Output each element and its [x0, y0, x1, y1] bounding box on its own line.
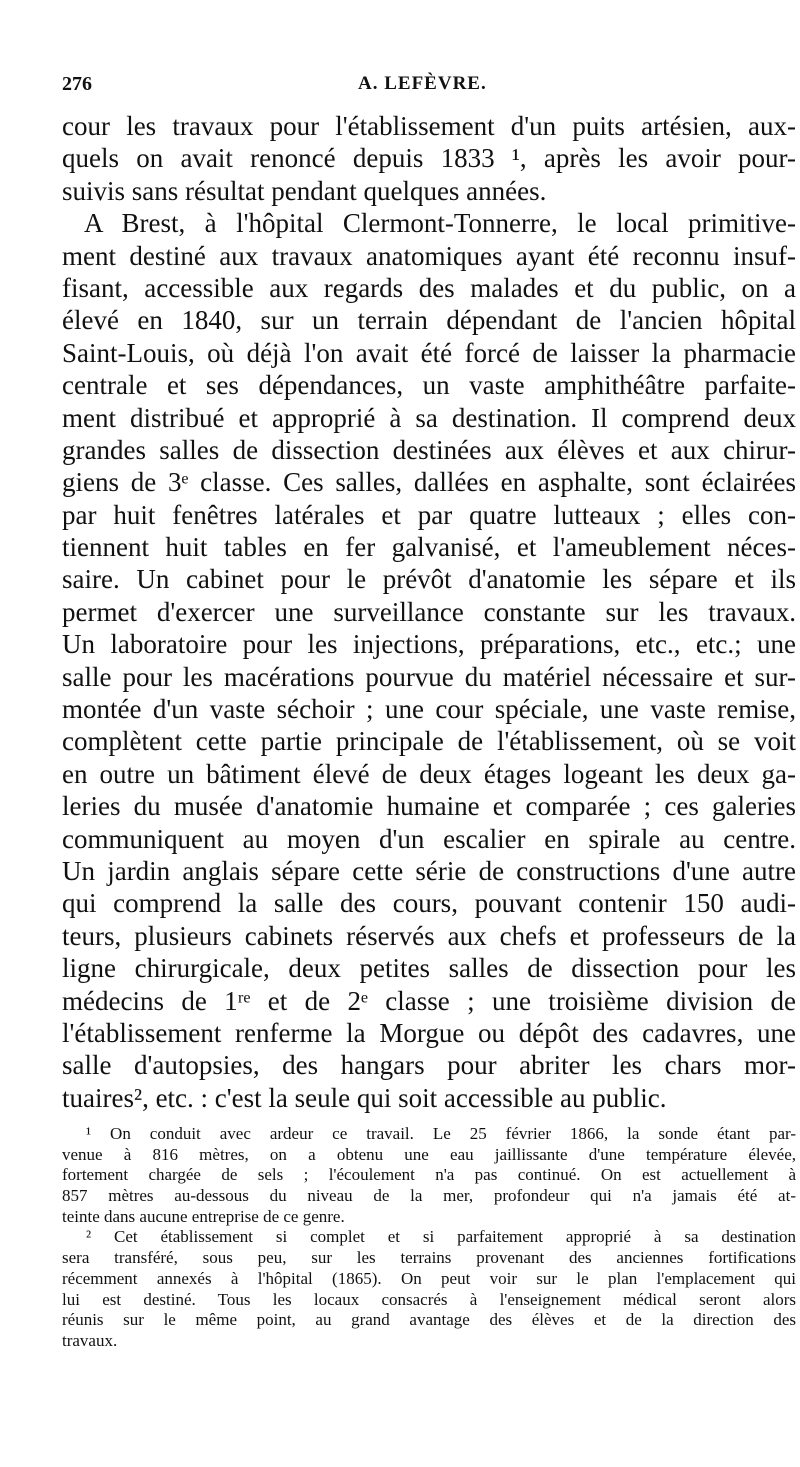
text-line: Un laboratoire pour les injections, préparations, etc., etc.; une — [62, 629, 796, 660]
book-page — [62, 0, 796, 1467]
text-line: salle pour les macérations pourvue du matériel nécessaire et sur- — [62, 661, 796, 692]
text-line: saire. Un cabinet pour le prévôt d'anatomie les sépare et ils — [62, 564, 796, 595]
text-line: ment destiné aux travaux anatomiques ayant été reconnu insuf- — [62, 240, 796, 271]
page-header — [62, 73, 796, 97]
text-line: centrale et ses dépendances, un vaste amphithéâtre parfaite- — [62, 370, 796, 401]
footnote-line: récemment annexés à l'hôpital (1865). On peut voir sur le plan l'emplacement qui — [62, 1268, 796, 1288]
text-line: en outre un bâtiment élevé de deux étages logeant les deux ga- — [62, 758, 796, 789]
footnote-line: sera transféré, sous peu, sur les terrains provenant des anciennes fortifications — [62, 1248, 796, 1268]
page-number: 276 — [62, 73, 92, 95]
text-line: qui comprend la salle des cours, pouvant contenir 150 audi- — [62, 888, 796, 919]
footnote-line: ² Cet établissement si complet et si parfaitement approprié à sa destination — [86, 1227, 796, 1247]
text-line: élevé en 1840, sur un terrain dépendant de l'ancien hôpital — [62, 305, 796, 336]
text-line: teurs, plusieurs cabinets réservés aux chefs et professeurs de la — [62, 920, 796, 951]
footnotes — [62, 1124, 796, 1352]
text-line: montée d'un vaste séchoir ; une cour spéciale, une vaste remise, — [62, 694, 796, 725]
footnote-line: lui est destiné. Tous les locaux consacrés à l'enseignement médical seront alors — [62, 1289, 796, 1309]
footnote-line: réunis sur le même point, au grand avantage des élèves et de la direction des — [62, 1310, 796, 1330]
text-line: médecins de 1ʳᵉ et de 2ᵉ classe ; une troisième division de — [62, 985, 796, 1016]
text-line: complètent cette partie principale de l'établissement, où se voit — [62, 726, 796, 757]
footnote-line: teinte dans aucune entreprise de ce genre. — [62, 1206, 345, 1226]
text-line: par huit fenêtres latérales et par quatre lutteaux ; elles con- — [62, 499, 796, 530]
main-text — [62, 110, 796, 1114]
text-line: salle d'autopsies, des hangars pour abriter les chars mor- — [62, 1050, 796, 1081]
text-line: Saint-Louis, où déjà l'on avait été forcé de laisser la pharmacie — [62, 337, 796, 368]
running-head: A. LEFÈVRE. — [358, 73, 487, 94]
footnote-line: 857 mètres au-dessous du niveau de la mer, profondeur qui n'a jamais été at- — [62, 1186, 796, 1206]
text-line: A Brest, à l'hôpital Clermont-Tonnerre, le local primitive- — [84, 208, 796, 239]
text-line: leries du musée d'anatomie humaine et comparée ; ces galeries — [62, 791, 796, 822]
text-line: tuaires², etc. : c'est la seule qui soit accessible au public. — [62, 1082, 667, 1113]
text-line: giens de 3ᵉ classe. Ces salles, dallées en asphalte, sont éclairées — [62, 467, 796, 498]
footnote-line: fortement chargée de sels ; l'écoulement n'a pas continué. On est actuellement à — [62, 1165, 796, 1185]
text-line: suivis sans résultat pendant quelques années. — [62, 175, 547, 206]
footnote-line: ¹ On conduit avec ardeur ce travail. Le 25 février 1866, la sonde étant par- — [86, 1124, 796, 1143]
text-line: grandes salles de dissection destinées aux élèves et aux chirur- — [62, 434, 796, 465]
footnote-line: venue à 816 mètres, on a obtenu une eau jaillissante d'une température élevée, — [62, 1144, 796, 1164]
text-line: fisant, accessible aux regards des malades et du public, on a — [62, 272, 796, 303]
text-line: permet d'exercer une surveillance constante sur les travaux. — [62, 596, 796, 627]
text-line: cour les travaux pour l'établissement d'un puits artésien, aux- — [62, 111, 796, 141]
text-line: tiennent huit tables en fer galvanisé, et l'ameublement néces- — [62, 532, 796, 563]
text-line: Un jardin anglais sépare cette série de constructions d'une autre — [62, 855, 796, 886]
text-line: quels on avait renoncé depuis 1833 ¹, après les avoir pour- — [62, 143, 796, 174]
text-line: communiquent au moyen d'un escalier en spirale au centre. — [62, 823, 796, 854]
footnote-line: travaux. — [62, 1330, 118, 1350]
text-line: ligne chirurgicale, deux petites salles de dissection pour les — [62, 953, 796, 984]
text-line: ment distribué et approprié à sa destination. Il comprend deux — [62, 402, 796, 433]
text-line: l'établissement renferme la Morgue ou dépôt des cadavres, une — [62, 1017, 796, 1048]
